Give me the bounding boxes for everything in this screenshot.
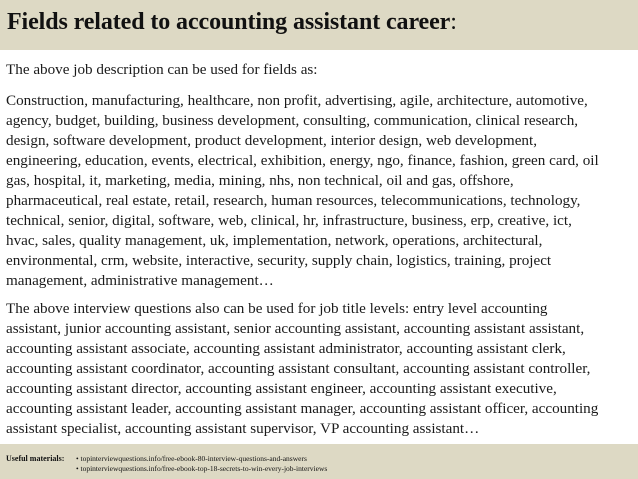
fields-line: design, software development, product development, interior design, web development, [6,132,537,149]
ebook-80-questions-link[interactable]: • topinterviewquestions.info/free-ebook-80-interview-questions-and-answers [76,454,307,463]
fields-line: hvac, sales, quality management, uk, implementation, network, operations, architectural, [6,232,543,249]
page-title [7,7,457,37]
page-title-text: Fields related to accounting assistant career [7,9,451,35]
ebook-18-secrets-link[interactable]: • topinterviewquestions.info/free-ebook-top-18-secrets-to-win-every-job-interviews [76,464,328,473]
levels-line: The above interview questions also can be used for job title levels: entry level accounting [6,300,548,317]
fields-paragraph [6,91,634,291]
slide-body [6,60,634,447]
fields-line: Construction, manufacturing, healthcare, non profit, advertising, agile, architecture, automotive, [6,92,588,109]
title-band [0,0,638,52]
intro-text: The above job description can be used for fields as: [6,61,318,78]
levels-paragraph [6,299,634,439]
page-title-colon: : [450,9,457,35]
levels-line: accounting assistant leader, accounting assistant manager, accounting assistant officer, accounting [6,400,599,417]
footer-band [0,444,638,479]
useful-materials-label: Useful materials: [6,454,65,463]
fields-line: agency, budget, building, business development, consulting, communication, clinical research, [6,112,579,129]
fields-line: pharmaceutical, real estate, retail, research, human resources, telecommunications, technology, [6,192,581,209]
levels-line: assistant specialist, accounting assistant supervisor, VP accounting assistant… [6,420,480,437]
fields-line: environmental, crm, website, interactive, security, supply chain, logistics, training, project [6,252,552,269]
fields-line: gas, hospital, it, marketing, media, mining, nhs, non technical, oil and gas, offshore, [6,172,514,189]
footer-links [76,454,327,474]
levels-line: accounting assistant coordinator, accounting assistant consultant, accounting assistant controller, [6,360,591,377]
levels-line: accounting assistant associate, accounting assistant administrator, accounting assistant clerk, [6,340,566,357]
fields-line: technical, senior, digital, software, web, clinical, hr, infrastructure, business, erp, creative, ict, [6,212,572,229]
fields-line: management, administrative management… [6,272,274,289]
levels-line: accounting assistant director, accounting assistant engineer, accounting assistant executive, [6,380,557,397]
fields-line: engineering, education, events, electrical, exhibition, energy, ngo, finance, fashion, green card, oil [6,152,599,169]
levels-line: assistant, junior accounting assistant, senior accounting assistant, accounting assistant assistant, [6,320,585,337]
